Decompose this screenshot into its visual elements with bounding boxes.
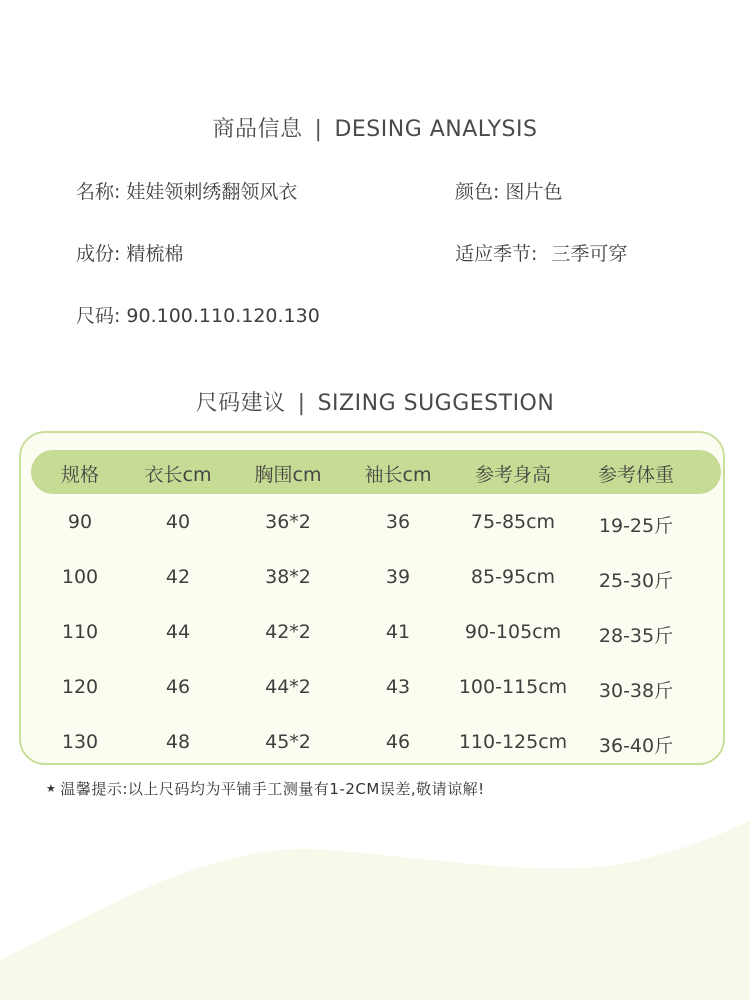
table-cell: 36 (385, 511, 411, 533)
size-table-header-sleeve: 袖长cm (364, 464, 432, 486)
table-cell: 41 (385, 621, 411, 643)
size-table-header-length: 衣长cm (144, 464, 212, 486)
table-cell: 110-125cm (458, 731, 568, 753)
product-material-value: 精梳棉 (126, 243, 184, 265)
table-cell: 100 (61, 566, 99, 588)
star-icon: ★ (46, 782, 57, 795)
size-table-header-spec: 规格 (60, 464, 99, 486)
table-cell: 90 (67, 511, 93, 533)
table-cell: 44*2 (265, 676, 311, 698)
sizing-title-cn: 尺码建议 (195, 391, 286, 416)
sizing-title-en: SIZING SUGGESTION (317, 391, 555, 416)
size-table-header-height: 参考身高 (474, 464, 551, 486)
table-cell: 25-30斤 (598, 570, 674, 592)
table-cell: 36-40斤 (598, 735, 674, 757)
product-season-value: 三季可穿 (551, 243, 628, 265)
table-cell: 38*2 (265, 566, 311, 588)
table-cell: 39 (385, 566, 411, 588)
table-cell: 90-105cm (464, 621, 562, 643)
product-size-label: 尺码: (76, 305, 121, 327)
table-cell: 75-85cm (470, 511, 556, 533)
product-size-value: 90.100.110.120.130 (126, 305, 320, 327)
table-cell: 28-35斤 (598, 625, 674, 647)
table-cell: 42 (165, 566, 191, 588)
table-cell: 120 (61, 676, 99, 698)
table-cell: 46 (165, 676, 191, 698)
table-cell: 130 (61, 731, 99, 753)
table-cell: 45*2 (265, 731, 311, 753)
product-name-label: 名称: (76, 181, 121, 203)
product-color-label: 颜色: (455, 181, 500, 203)
table-cell: 30-38斤 (598, 680, 674, 702)
title-divider: | (314, 117, 323, 142)
table-cell: 100-115cm (458, 676, 568, 698)
product-info-title-cn: 商品信息 (212, 117, 303, 142)
table-cell: 36*2 (265, 511, 311, 533)
size-table-header-weight: 参考体重 (597, 464, 674, 486)
product-season-label: 适应季节: (455, 243, 538, 265)
table-cell: 110 (61, 621, 99, 643)
product-name-value: 娃娃领刺绣翻领风衣 (126, 181, 298, 203)
table-cell: 44 (165, 621, 191, 643)
table-cell: 46 (385, 731, 411, 753)
title-divider: | (297, 391, 306, 416)
measurement-note (46, 778, 485, 799)
measurement-note-text: 温馨提示:以上尺码均为平铺手工测量有1-2CM误差,敬请谅解! (60, 780, 485, 798)
product-color-row (455, 177, 562, 204)
table-cell: 42*2 (265, 621, 311, 643)
size-table-header-chest: 胸围cm (254, 464, 322, 486)
product-color-value: 图片色 (505, 181, 563, 203)
table-cell: 48 (165, 731, 191, 753)
product-season-row (455, 239, 627, 266)
product-material-label: 成份: (76, 243, 121, 265)
sizing-suggestion-title (0, 386, 750, 417)
product-name-row (76, 177, 297, 204)
product-info-title-en: DESING ANALYSIS (334, 117, 538, 142)
product-info-title (0, 112, 750, 143)
table-cell: 43 (385, 676, 411, 698)
table-cell: 85-95cm (470, 566, 556, 588)
size-table (19, 431, 725, 765)
product-size-row (76, 301, 320, 328)
table-cell: 19-25斤 (598, 515, 674, 537)
product-material-row (76, 239, 183, 266)
table-cell: 40 (165, 511, 191, 533)
